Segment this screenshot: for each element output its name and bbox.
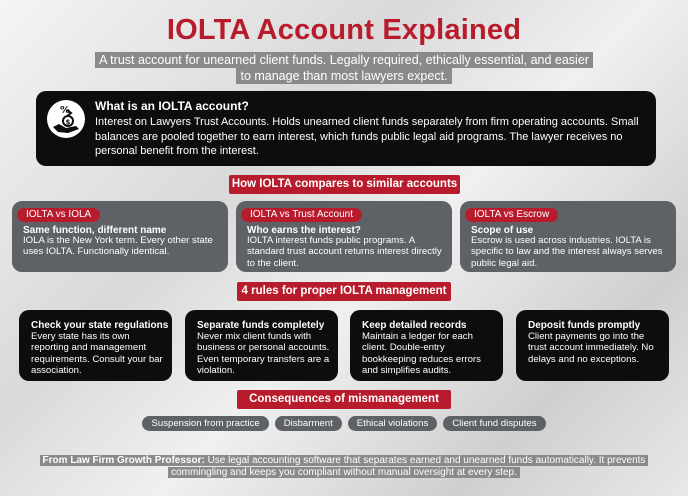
rule-card-deposit-promptly [516, 310, 669, 381]
what-description: Interest on Lawyers Trust Accounts. Holds unearned client funds separately from firm operating accounts. Small balances are pooled together to earn interest, which funds public legal aid programs. The lawyer receives no personal benefit from the interest. [95, 116, 639, 157]
page-subtitle [92, 52, 596, 84]
footer-lead: From Law Firm Growth Professor: [42, 455, 205, 466]
consequences-list [0, 416, 688, 431]
compare-card-heading: Who earns the interest? [247, 225, 361, 236]
footer-tip [26, 455, 662, 479]
compare-card-iola [12, 201, 228, 272]
footer-text: Use legal accounting software that separates earned and unearned funds automatically. It prevents commingling and keeps you compliant without manual oversight at every step. [171, 455, 646, 478]
rule-heading: Check your state regulations [31, 320, 169, 331]
what-title: What is an IOLTA account? [95, 99, 249, 113]
money-percent-hand-icon [46, 99, 86, 139]
compare-card-heading: Same function, different name [23, 225, 167, 236]
consequence-item: Client fund disputes [443, 416, 545, 431]
compare-card-body: Escrow is used across industries. IOLTA is specific to law and the interest always serves public legal aid. [471, 235, 663, 269]
consequence-item: Suspension from practice [142, 416, 268, 431]
svg-text:%: % [60, 105, 71, 116]
consequences-heading: Consequences of mismanagement [237, 390, 451, 409]
compare-card-heading: Scope of use [471, 225, 534, 236]
rule-heading: Keep detailed records [362, 320, 467, 331]
rules-heading: 4 rules for proper IOLTA management [237, 282, 451, 301]
compare-card-escrow [460, 201, 676, 272]
rule-card-separate-funds [185, 310, 338, 381]
subtitle-text: A trust account for unearned client funds. Legally required, ethically essential, and easier to manage than most lawyers expect. [95, 52, 593, 84]
compare-card-trust [236, 201, 452, 272]
compare-tag: IOLTA vs Trust Account [241, 208, 362, 222]
consequence-item: Disbarment [275, 416, 342, 431]
rule-body: Maintain a ledger for each client. Double-entry bookkeeping reduces errors and simplifies audits. [362, 331, 481, 376]
compare-heading: How IOLTA compares to similar accounts [229, 175, 460, 194]
rule-heading: Separate funds completely [197, 320, 325, 331]
svg-text:$: $ [65, 118, 71, 127]
rule-body: Client payments go into the trust account immediately. No delays and no exceptions. [528, 331, 654, 365]
compare-card-body: IOLA is the New York term. Every other state uses IOLTA. Functionally identical. [23, 235, 213, 258]
compare-tag: IOLTA vs IOLA [17, 208, 100, 222]
rule-card-detailed-records [350, 310, 503, 381]
rule-heading: Deposit funds promptly [528, 320, 641, 331]
page-title: IOLTA Account Explained [166, 14, 522, 46]
consequence-item: Ethical violations [348, 416, 437, 431]
compare-card-body: IOLTA interest funds public programs. A standard trust account returns interest directly to the client. [247, 235, 442, 269]
rule-body: Every state has its own reporting and management requirements. Consult your bar association. [31, 331, 163, 376]
rule-body: Never mix client funds with business or personal accounts. Even temporary transfers are a violation. [197, 331, 330, 376]
compare-tag: IOLTA vs Escrow [465, 208, 558, 222]
what-is-iolta-panel [36, 91, 656, 166]
rule-card-state-regulations [19, 310, 172, 381]
